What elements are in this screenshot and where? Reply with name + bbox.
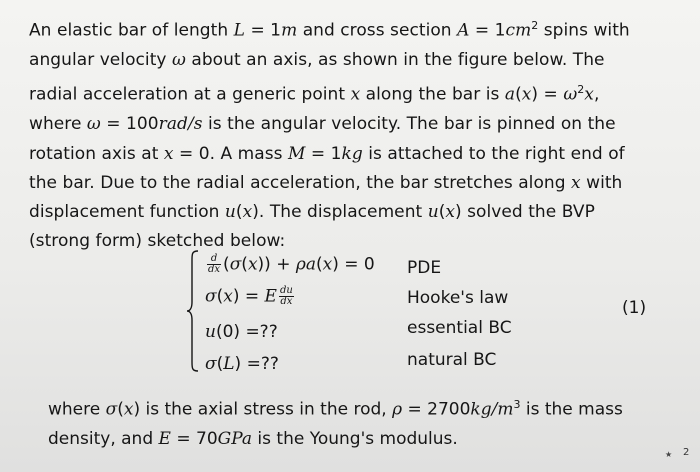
math-var: u — [224, 202, 236, 223]
text: ( — [241, 254, 248, 275]
text-line — [29, 46, 669, 75]
text-line — [29, 75, 669, 110]
text-line — [29, 11, 669, 46]
text: radial acceleration at a generic point — [29, 84, 351, 105]
equation-hooke — [205, 285, 509, 308]
math-unit: kg/m — [470, 399, 514, 420]
text: density, and — [48, 428, 159, 449]
page-number: 2 — [683, 447, 690, 458]
pin-marker-icon: ★ — [665, 450, 673, 459]
exponent: 3 — [513, 398, 521, 411]
text: ( — [316, 254, 323, 275]
equation-number: (1) — [622, 298, 647, 318]
math-var: x — [445, 202, 456, 223]
equation-label: PDE — [407, 258, 442, 278]
derivative-fraction — [279, 286, 294, 307]
equation-label: natural BC — [407, 350, 497, 370]
math-var: A — [457, 20, 470, 41]
math-unit: m — [281, 20, 298, 41]
text: where — [29, 114, 87, 135]
text-line — [29, 169, 669, 198]
math-var: M — [287, 143, 306, 164]
math-var: ω — [563, 84, 578, 105]
derivative-fraction — [207, 254, 221, 275]
text-line — [48, 390, 668, 425]
text: , — [593, 84, 600, 105]
math-var: ω — [86, 114, 101, 135]
text: = 70 — [170, 428, 218, 449]
math-var: x — [247, 254, 258, 275]
text: = 1 — [305, 143, 342, 164]
text: ( — [117, 399, 124, 420]
math-var: x — [584, 84, 594, 105]
text: = 2700 — [402, 399, 471, 420]
math-var: σ — [205, 286, 217, 307]
text-line — [48, 425, 668, 454]
text-line — [29, 110, 669, 139]
text: ( — [235, 202, 243, 223]
math-var: ω — [171, 49, 186, 70]
text: = 1 — [244, 20, 282, 41]
definitions-paragraph — [48, 390, 668, 454]
text: )) + — [257, 254, 296, 275]
math-var: u — [205, 322, 216, 342]
math-unit: cm — [505, 20, 532, 41]
equation-label: Hooke's law — [407, 288, 509, 308]
text: ( — [216, 286, 224, 307]
text-line — [29, 198, 669, 227]
text: ( — [216, 354, 224, 374]
text: is the angular velocity. The bar is pinned on the — [202, 114, 616, 135]
math-var: x — [123, 399, 134, 420]
text: is the Young's modulus. — [252, 428, 458, 449]
equation-label: essential BC — [407, 318, 512, 338]
text: ). The displacement — [252, 202, 428, 223]
math-var: ρa — [295, 254, 316, 275]
text: = 100 — [100, 114, 159, 135]
equation-pde — [205, 253, 442, 278]
math-var: x — [223, 286, 233, 307]
text: is attached to the right end of — [362, 143, 625, 164]
text: ( — [515, 84, 522, 105]
text: and cross section — [297, 20, 458, 41]
exponent: 2 — [531, 19, 539, 32]
math-var: u — [427, 202, 439, 223]
math-var: L — [233, 20, 245, 41]
text: about an axis, as shown in the figure below. The — [185, 49, 605, 70]
text: with — [580, 172, 623, 193]
text: the bar. Due to the radial acceleration, the bar stretches along — [29, 172, 572, 193]
text: (strong form) sketched below: — [29, 231, 286, 252]
text: displacement function — [29, 202, 225, 223]
text: = 0. A mass — [173, 143, 288, 164]
text: rotation axis at — [29, 143, 164, 164]
math-var: σ — [205, 354, 217, 374]
text: ) =?? — [234, 354, 279, 374]
math-var: σ — [105, 399, 118, 420]
left-brace — [186, 250, 200, 372]
text: angular velocity — [29, 49, 172, 70]
text: ( — [223, 254, 230, 275]
math-var: σ — [229, 254, 242, 275]
fraction-numerator: d — [207, 254, 221, 265]
fraction-denominator: dx — [280, 296, 293, 307]
text: ( — [438, 202, 446, 223]
math-var: L — [223, 354, 235, 374]
text: ) solved the BVP — [455, 202, 595, 223]
math-var: x — [322, 254, 333, 275]
fraction-denominator: dx — [208, 264, 221, 275]
text: = 1 — [469, 20, 506, 41]
math-var: x — [350, 84, 361, 105]
text: where — [48, 399, 106, 420]
math-unit: kg — [341, 143, 363, 164]
text: is the mass — [520, 399, 623, 420]
text: ) = — [232, 286, 265, 307]
math-var: E — [264, 286, 277, 307]
text: An elastic bar of length — [29, 20, 234, 41]
text: ) = 0 — [332, 254, 375, 275]
equation-natural-bc — [205, 350, 497, 374]
math-var: a — [504, 84, 516, 105]
math-var: x — [571, 172, 581, 193]
math-var: ρ — [392, 399, 403, 420]
math-unit: rad/s — [158, 114, 203, 135]
text: ) = — [531, 84, 564, 105]
math-var: x — [163, 143, 174, 164]
text: along the bar is — [360, 84, 505, 105]
text-line — [29, 140, 669, 169]
math-var: x — [521, 84, 532, 105]
text: (0) =?? — [215, 322, 278, 342]
exponent: 2 — [577, 83, 585, 97]
math-var: x — [242, 202, 253, 223]
text: ) is the axial stress in the rod, — [133, 399, 393, 420]
text-line — [29, 227, 669, 256]
text: spins with — [538, 20, 630, 41]
fraction-numerator: du — [279, 285, 293, 296]
math-unit: GPa — [217, 428, 253, 449]
math-var: E — [158, 428, 171, 449]
problem-statement — [29, 11, 669, 257]
equation-essential-bc — [205, 318, 512, 342]
